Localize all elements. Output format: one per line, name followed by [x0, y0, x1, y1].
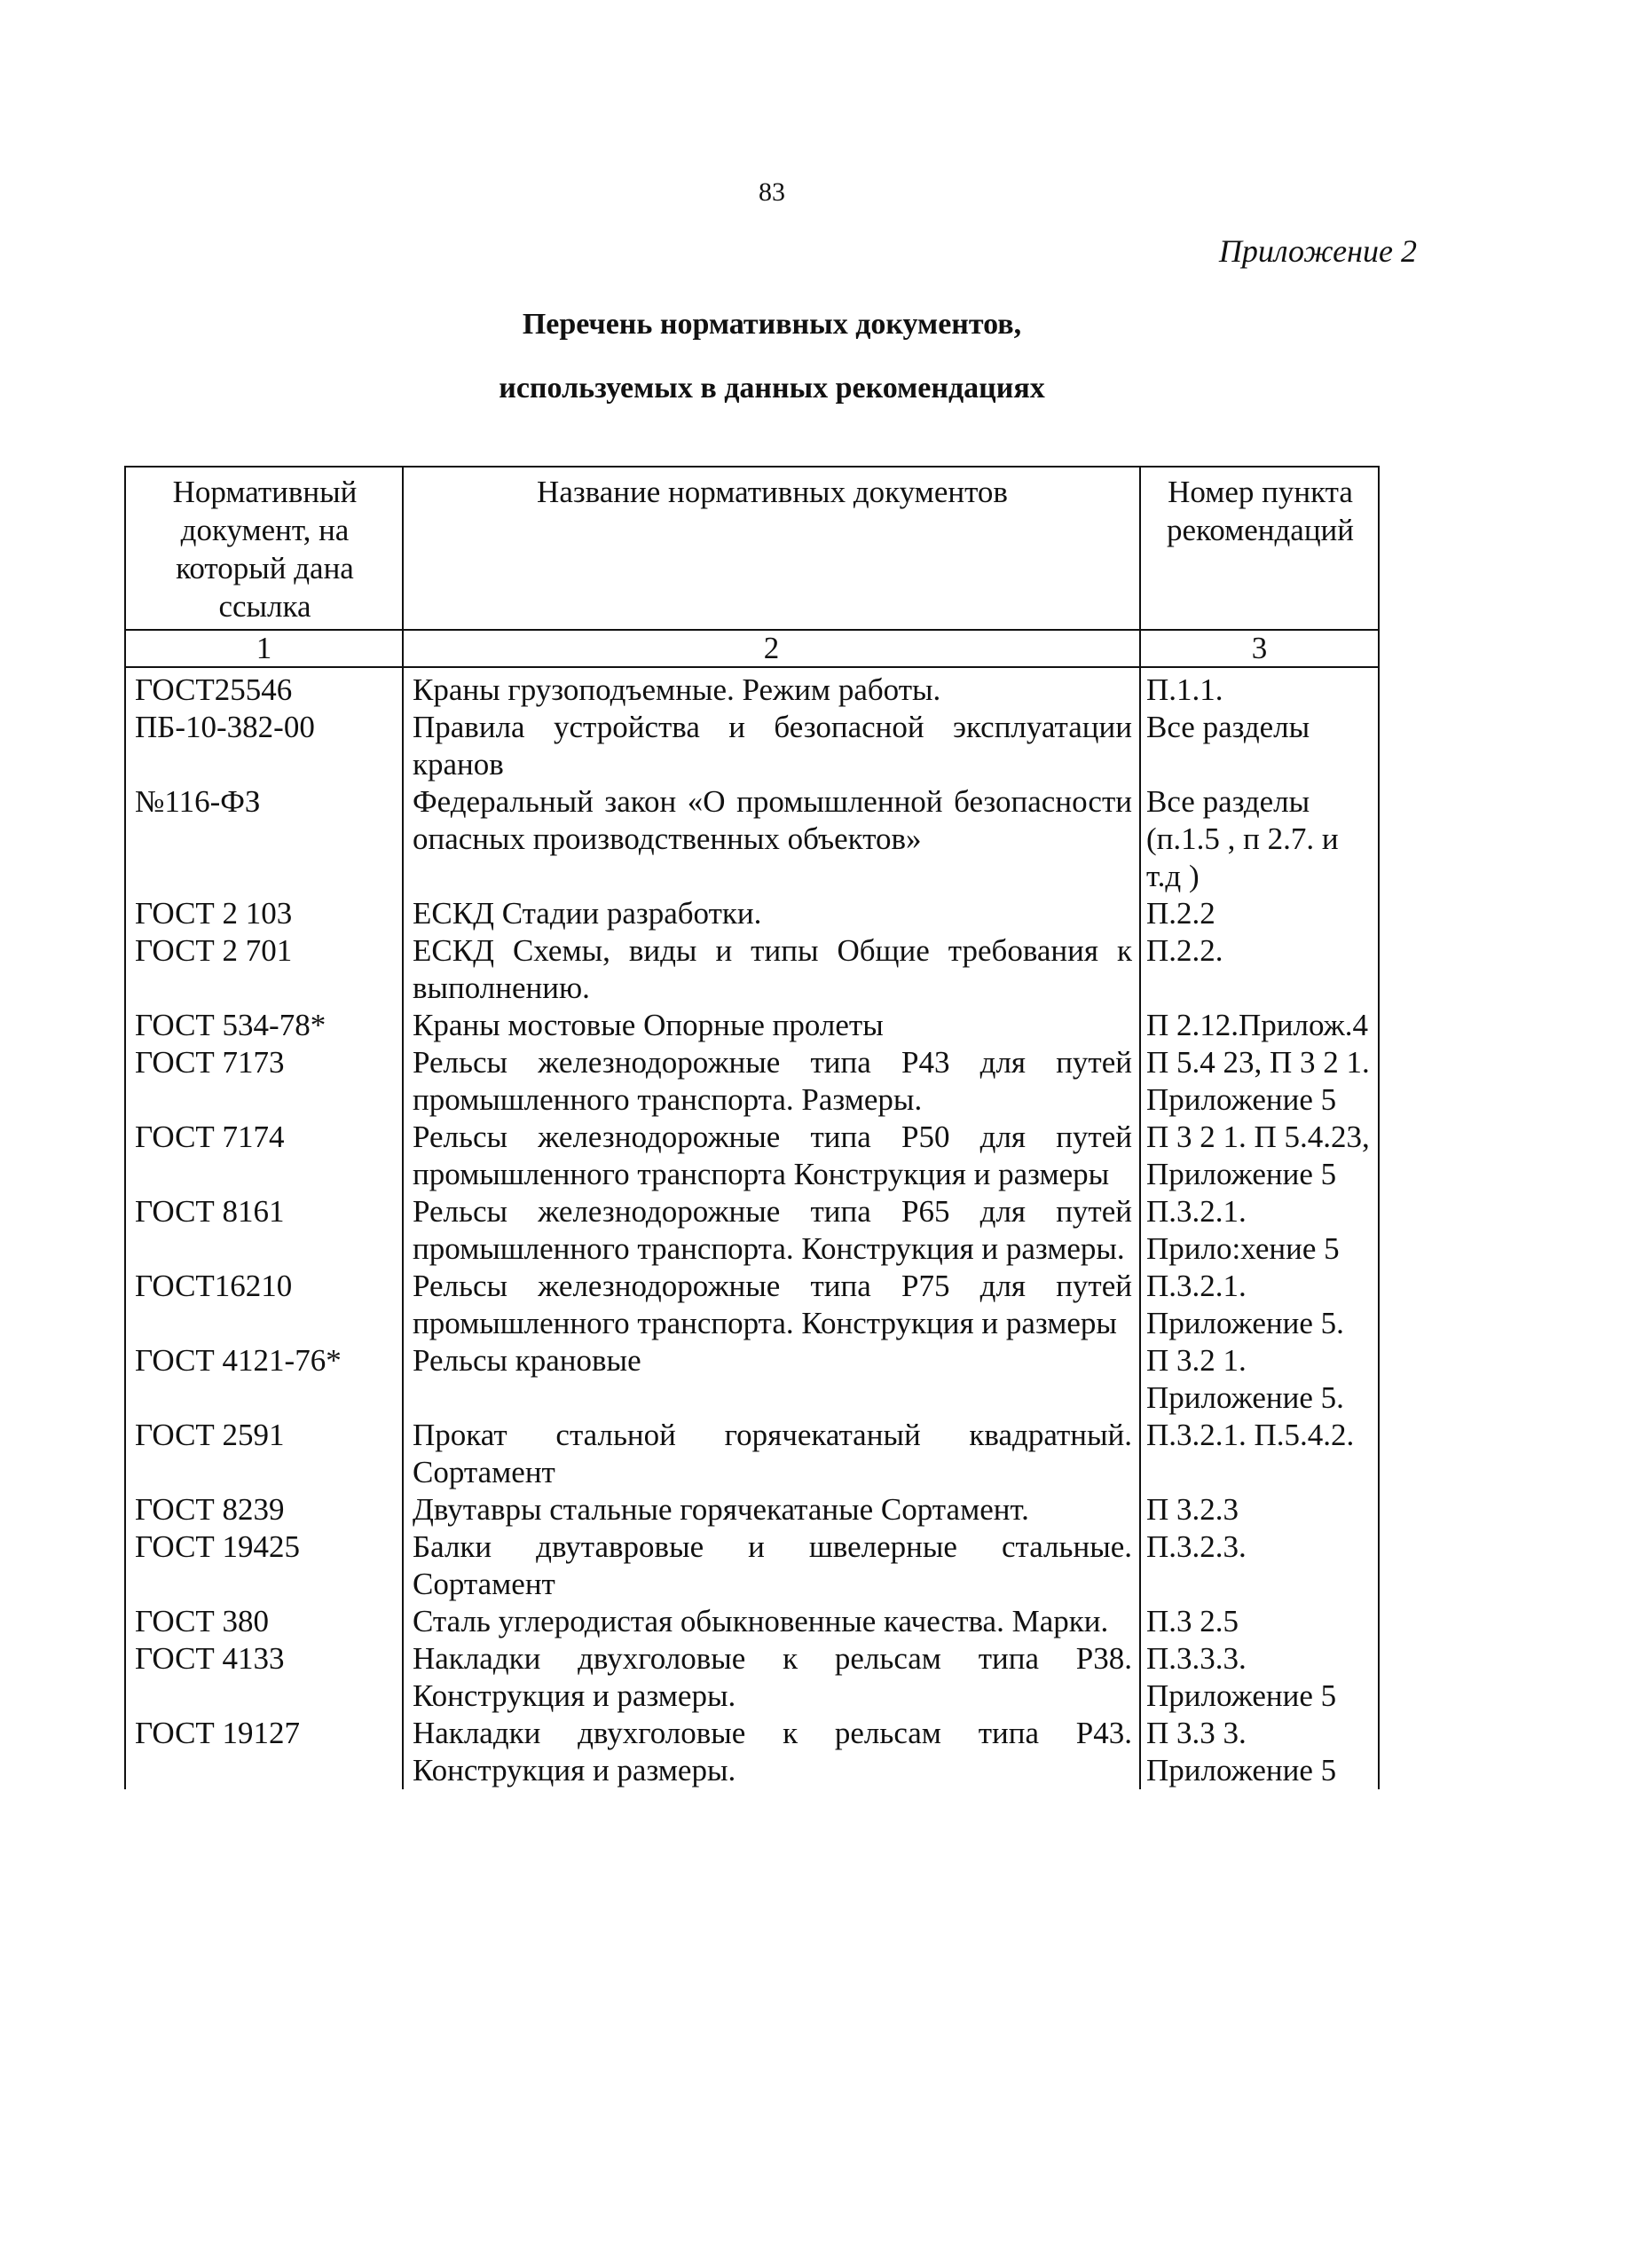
- appendix-label: Приложение 2: [1218, 233, 1417, 269]
- column-number: 3: [1140, 630, 1379, 667]
- cell-reference: П.3.2.1. П.5.4.2.: [1140, 1417, 1379, 1491]
- cell-name: Краны грузоподъемные. Режим работы.: [403, 667, 1140, 709]
- cell-reference: П.3.2.1. Приложение 5.: [1140, 1268, 1379, 1342]
- cell-reference: П 3 2 1. П 5.4.23, Приложение 5: [1140, 1119, 1379, 1193]
- table-row: [125, 895, 1379, 932]
- cell-document: ГОСТ16210: [125, 1268, 403, 1342]
- cell-reference: П 5.4 23, П 3 2 1. Приложение 5: [1140, 1044, 1379, 1119]
- normative-documents-table: [124, 466, 1380, 1789]
- cell-name: Рельсы железнодорожные типа Р43 для путей промышленного транспорта. Размеры.: [403, 1044, 1140, 1119]
- cell-document: ГОСТ 7174: [125, 1119, 403, 1193]
- cell-reference: Все разделы (п.1.5 , п 2.7. и т.д ): [1140, 783, 1379, 895]
- cell-document: ПБ-10-382-00: [125, 709, 403, 783]
- cell-document: ГОСТ 19425: [125, 1528, 403, 1603]
- header-document: Нормативный документ, на который дана ссылка: [125, 467, 403, 630]
- table-row: [125, 1007, 1379, 1044]
- table-row: [125, 1715, 1379, 1789]
- title-line-2: используемых в данных рекомендациях: [499, 372, 1045, 405]
- cell-document: ГОСТ 8161: [125, 1193, 403, 1268]
- table-row: [125, 1640, 1379, 1715]
- cell-name: Рельсы железнодорожные типа Р50 для путей промышленного транспорта Конструкция и размеры: [403, 1119, 1140, 1193]
- cell-document: ГОСТ 19127: [125, 1715, 403, 1789]
- table-body: [125, 667, 1379, 1789]
- cell-name: Рельсы крановые: [403, 1342, 1140, 1417]
- cell-name: Правила устройства и безопасной эксплуатации кранов: [403, 709, 1140, 783]
- table-row: [125, 1193, 1379, 1268]
- cell-reference: П 3.2 1. Приложение 5.: [1140, 1342, 1379, 1417]
- cell-reference: П 3.2.3: [1140, 1491, 1379, 1528]
- cell-reference: П.1.1.: [1140, 667, 1379, 709]
- table-row: [125, 1044, 1379, 1119]
- cell-reference: П.3 2.5: [1140, 1603, 1379, 1640]
- cell-reference: П.3.2.1. Прило:хение 5: [1140, 1193, 1379, 1268]
- table-row: [125, 1528, 1379, 1603]
- cell-name: Федеральный закон «О промышленной безопасности опасных производственных объектов»: [403, 783, 1140, 895]
- cell-document: ГОСТ 2591: [125, 1417, 403, 1491]
- cell-document: ГОСТ 534-78*: [125, 1007, 403, 1044]
- table-row: [125, 932, 1379, 1007]
- cell-name: Рельсы железнодорожные типа Р75 для путей промышленного транспорта. Конструкция и размеры: [403, 1268, 1140, 1342]
- cell-name: ЕСКД Схемы, виды и типы Общие требования к выполнению.: [403, 932, 1140, 1007]
- table-row: [125, 709, 1379, 783]
- table-row: [125, 1491, 1379, 1528]
- header-name: Название нормативных документов: [403, 467, 1140, 630]
- cell-document: ГОСТ 7173: [125, 1044, 403, 1119]
- cell-document: ГОСТ 4121-76*: [125, 1342, 403, 1417]
- cell-reference: П.3.3.3. Приложение 5: [1140, 1640, 1379, 1715]
- cell-name: ЕСКД Стадии разработки.: [403, 895, 1140, 932]
- table-header-row: [125, 467, 1379, 630]
- table-row: [125, 1119, 1379, 1193]
- cell-document: №116-ФЗ: [125, 783, 403, 895]
- column-number: 2: [403, 630, 1140, 667]
- table-row: [125, 1268, 1379, 1342]
- cell-document: ГОСТ25546: [125, 667, 403, 709]
- cell-reference: П.3.2.3.: [1140, 1528, 1379, 1603]
- cell-document: ГОСТ 8239: [125, 1491, 403, 1528]
- cell-name: Накладки двухголовые к рельсам типа Р43. Конструкция и размеры.: [403, 1715, 1140, 1789]
- cell-reference: П.2.2: [1140, 895, 1379, 932]
- column-number-row: [125, 630, 1379, 667]
- table-row: [125, 1417, 1379, 1491]
- cell-document: ГОСТ 2 103: [125, 895, 403, 932]
- cell-reference: П 3.3 3. Приложение 5: [1140, 1715, 1379, 1789]
- cell-name: Рельсы железнодорожные типа Р65 для путей промышленного транспорта. Конструкция и размеры.: [403, 1193, 1140, 1268]
- cell-name: Накладки двухголовые к рельсам типа Р38. Конструкция и размеры.: [403, 1640, 1140, 1715]
- cell-reference: Все разделы: [1140, 709, 1379, 783]
- cell-name: Двутавры стальные горячекатаные Сортамент.: [403, 1491, 1140, 1528]
- page-number: 83: [759, 177, 785, 207]
- cell-name: Сталь углеродистая обыкновенные качества. Марки.: [403, 1603, 1140, 1640]
- cell-document: ГОСТ 380: [125, 1603, 403, 1640]
- column-number: 1: [125, 630, 403, 667]
- cell-document: ГОСТ 4133: [125, 1640, 403, 1715]
- cell-name: Балки двутавровые и швелерные стальные. Сортамент: [403, 1528, 1140, 1603]
- cell-reference: П 2.12.Прилож.4: [1140, 1007, 1379, 1044]
- table-row: [125, 1342, 1379, 1417]
- cell-document: ГОСТ 2 701: [125, 932, 403, 1007]
- title-line-1: Перечень нормативных документов,: [522, 308, 1022, 341]
- cell-name: Прокат стальной горячекатаный квадратный. Сортамент: [403, 1417, 1140, 1491]
- document-title: [0, 293, 1544, 420]
- table-row: [125, 783, 1379, 895]
- table-row: [125, 667, 1379, 709]
- cell-name: Краны мостовые Опорные пролеты: [403, 1007, 1140, 1044]
- cell-reference: П.2.2.: [1140, 932, 1379, 1007]
- table-row: [125, 1603, 1379, 1640]
- header-reference: Номер пункта рекомендаций: [1140, 467, 1379, 630]
